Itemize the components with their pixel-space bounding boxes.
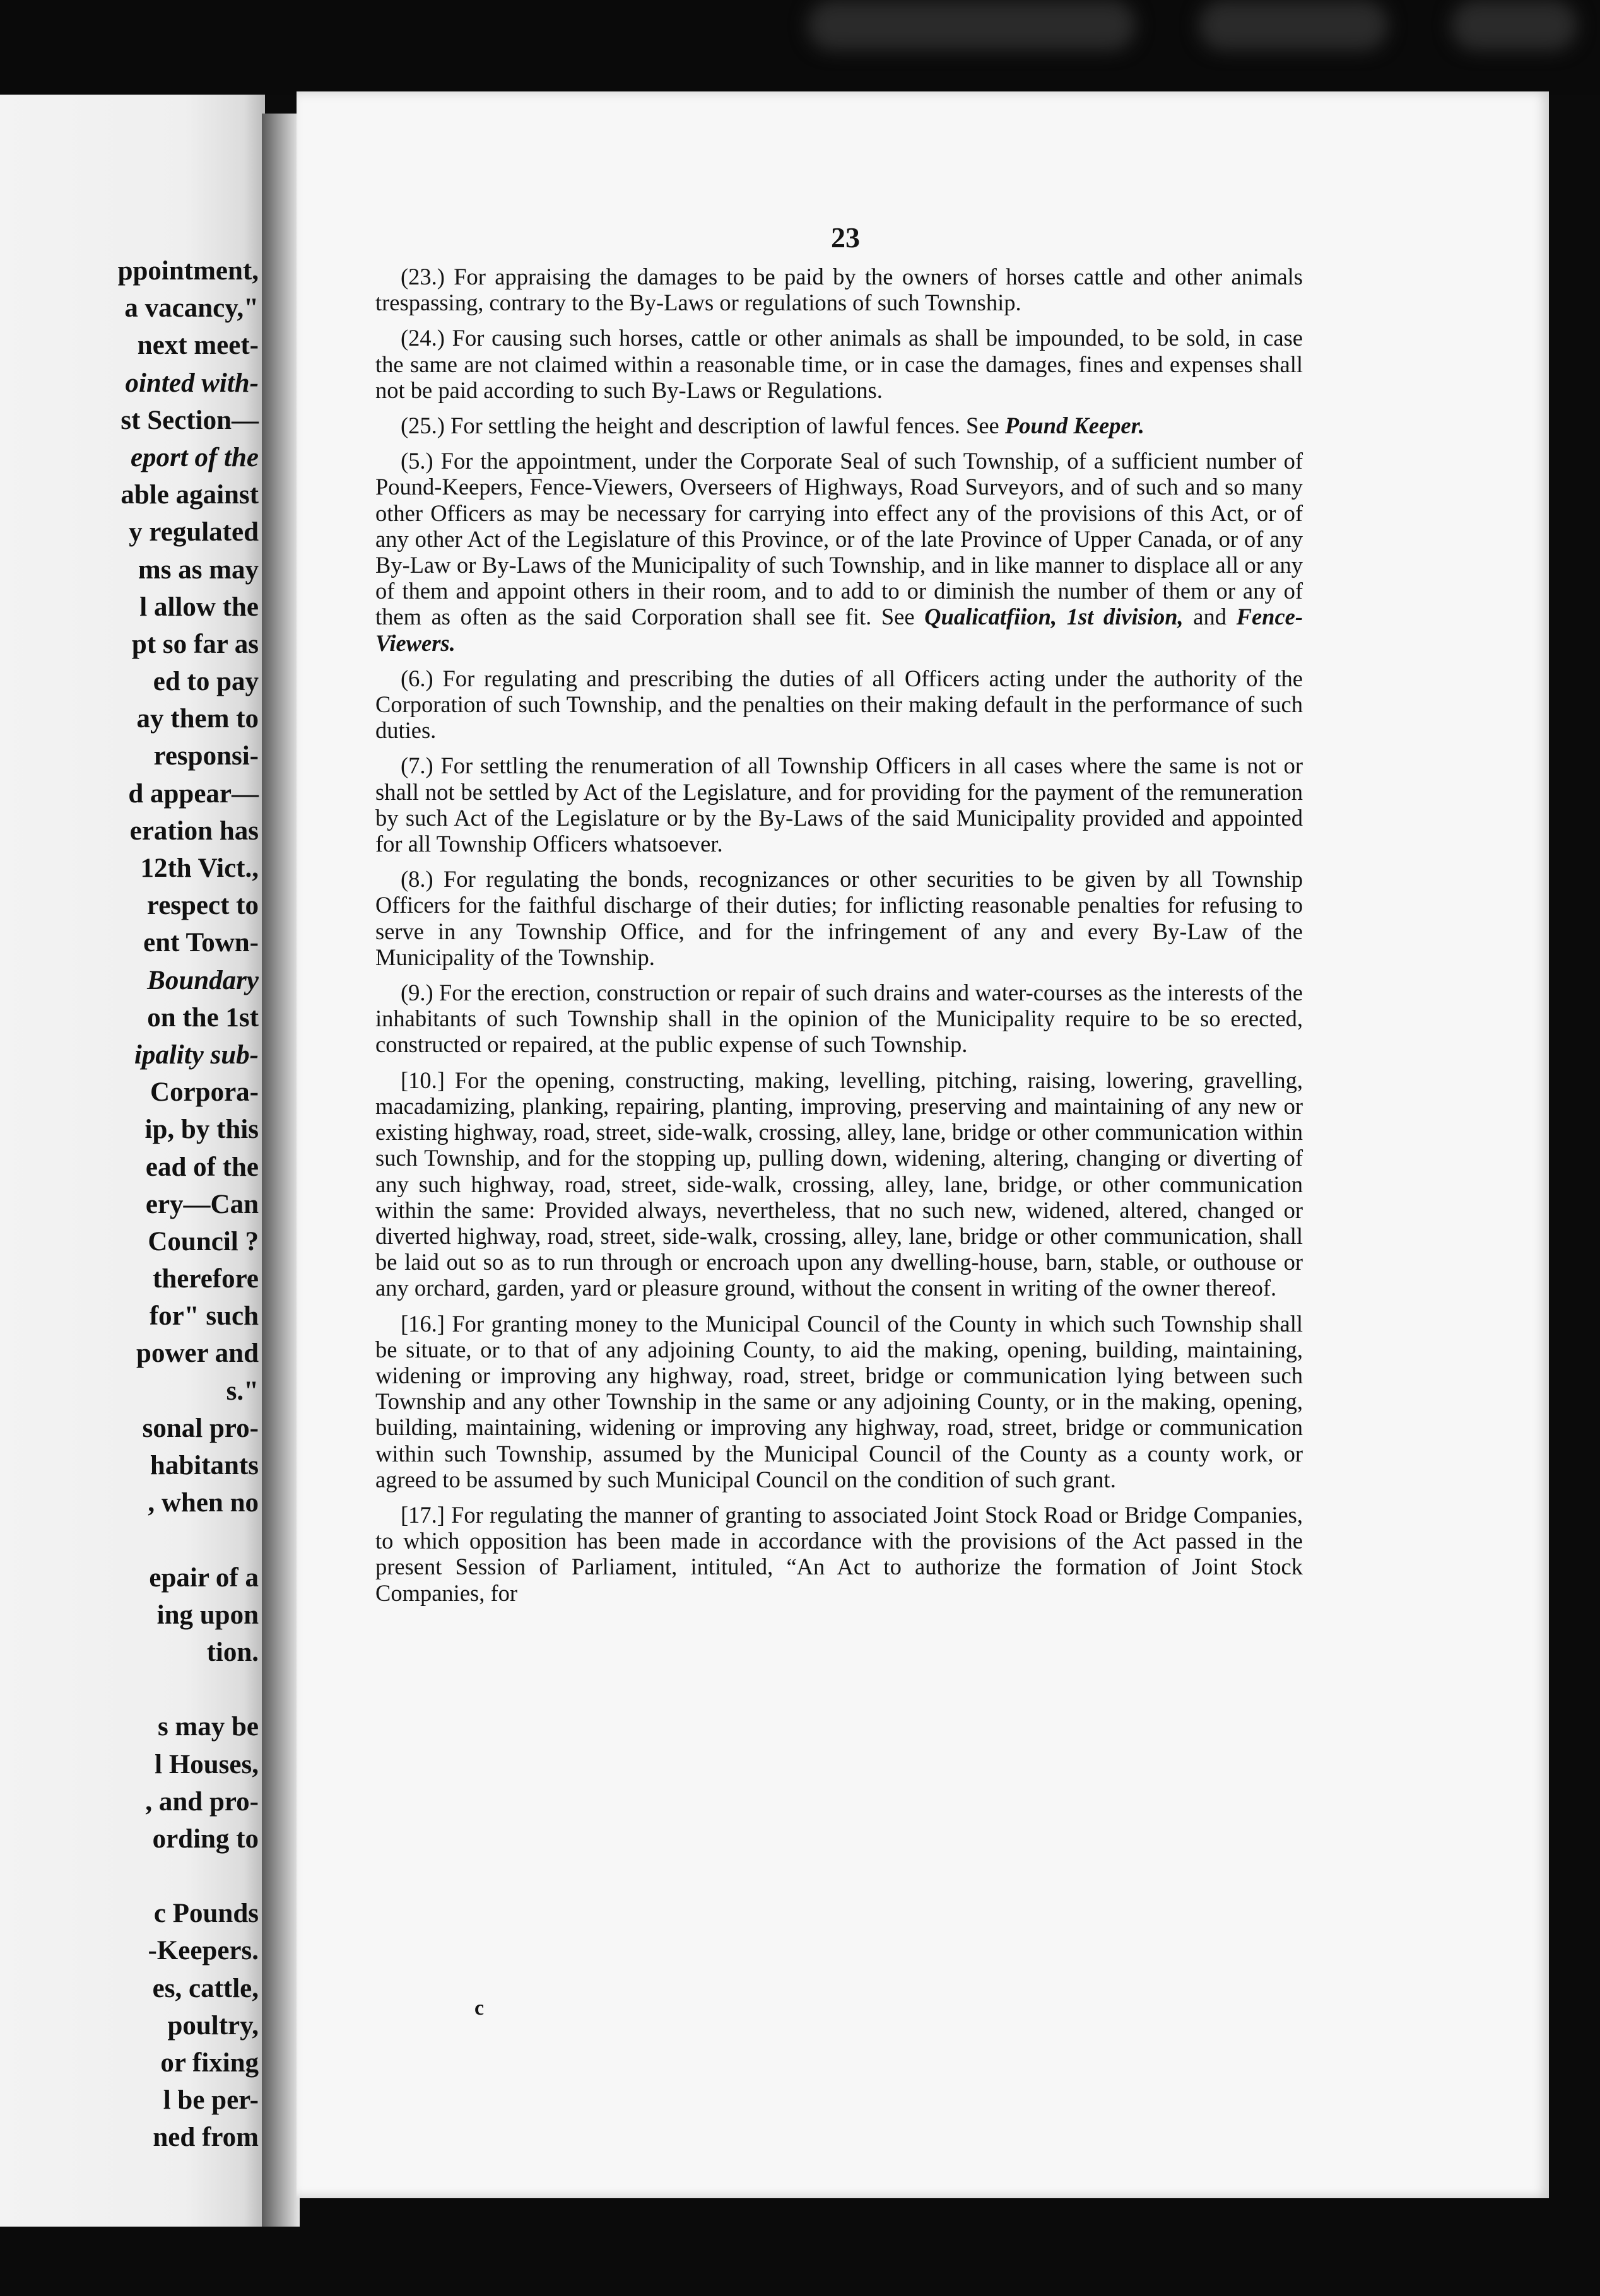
previous-page-line: y regulated	[129, 517, 259, 548]
previous-page-line: next meet-	[137, 331, 259, 361]
previous-page-line: d appear—	[128, 778, 259, 809]
previous-page-line: ead of the	[145, 1152, 259, 1182]
previous-page-line: therefore	[153, 1264, 259, 1294]
previous-page-line: for" such	[149, 1301, 259, 1332]
paragraph-5-text: (5.) For the appointment, under the Corporate Seal of such Township, of a sufficient number of Pound-Keepers, Fence-Viewers, Overseers of Highways, Road Surveyors, and of such and so many other Officers as may be necessary for carrying into effect any of the provisions of this Act, or of any other Act of the Legislature of this Province, or of the late Province of Upper Canada, or of any By-Law or By-Laws of the Municipality of such Township, and in like manner to displace all or any of them and appoint others in their room, and to add to or diminish the number of them or any of them as often as the said Corporation shall see fit. See	[375, 448, 1303, 630]
paragraph-17: [17.] For regulating the manner of granting to associated Joint Stock Road or Bridge Companies, to which opposition has been made in accordance with the provisions of the Act passed in the present Session of Parliament, intituled, “An Act to authorize the formation of Joint Stock Companies, for	[375, 1501, 1303, 1606]
paragraph-24: (24.) For causing such horses, cattle or other animals as shall be impounded, to be sold, in case the same are not claimed within a reasonable time, or in case the damages, fines and expenses shall not be paid according to such By-Laws or Regulations.	[375, 325, 1303, 403]
top-shadow	[808, 0, 1136, 50]
previous-page-text	[0, 252, 259, 2157]
previous-page-line: ing upon	[156, 1600, 259, 1630]
previous-page-line: respect to	[146, 891, 259, 921]
previous-page-line: c Pounds	[153, 1899, 259, 1929]
previous-page-line: ay them to	[136, 704, 259, 734]
paragraph-5	[375, 448, 1303, 656]
previous-page-line: ointed with-	[125, 368, 259, 398]
previous-page-line	[0, 1521, 259, 1559]
previous-page-line: ppointment,	[117, 256, 259, 286]
signature-mark: c	[474, 1996, 485, 2020]
previous-page-line: 12th Vict.,	[140, 853, 259, 883]
paragraph-23: (23.) For appraising the damages to be paid by the owners of horses cattle and other animals trespassing, contrary to the By-Laws or regulations of such Township.	[375, 264, 1303, 316]
previous-page-line	[0, 1858, 259, 1895]
paragraph-25-text: (25.) For settling the height and description of lawful fences. See	[401, 413, 999, 439]
previous-page-line: l allow the	[139, 592, 259, 622]
previous-page-line: Corpora-	[150, 1077, 259, 1108]
paragraph-10: [10.] For the opening, constructing, making, levelling, pitching, raising, lowering, gravelling, macadamizing, planking, repairing, planting, improving, preserving and maintaining of any new or existing highway, road, street, side-walk, crossing, alley, lane, bridge or other communication within such Township, and for the stopping up, pulling down, widening, altering, changing or diverting of any such highway, road, street, side-walk, crossing, alley, lane, bridge, or other communication within the same: Provided always, nevertheless, that no such new, widened, altered, changed or diverted highway, road, street, side-walk, crossing, alley, lane, bridge or other communication, shall be laid out so as to run through or encroach upon any dwelling-house, barn, stable, or outhouse or any orchard, garden, yard or pleasure ground, without the consent in writing of the owner thereof.	[375, 1067, 1303, 1301]
conjunction: and	[1193, 604, 1226, 630]
paragraph-16: [16.] For granting money to the Municipal Council of the County in which such Township shall be situate, or to that of any adjoining County, to aid the making, opening, building, maintaining, widening or improving any highway, road, street, bridge or communication lying between such Township and any other Township in the same or any adjoining County, or in the making, opening, building, maintaining, widening or improving any highway, road, street, bridge or communication within such Township, assumed by the Municipal Council of the County as a county work, or agreed to be assumed by such Municipal Council on the condition of such grant.	[375, 1310, 1303, 1492]
paragraph-9: (9.) For the erection, construction or repair of such drains and water-courses as the interests of the inhabitants of such Township shall in the opinion of the Municipality require to be so erected, constructed or repaired, at the public expense of such Township.	[375, 980, 1303, 1058]
paragraph-25	[375, 413, 1303, 438]
previous-page-line: , when no	[148, 1488, 259, 1518]
previous-page-line: epair of a	[149, 1562, 259, 1593]
paragraph-8: (8.) For regulating the bonds, recognizances or other securities to be given by all Township Officers for the faithful discharge of their duties; for inflicting reasonable penalties for refusing to serve in any Township Office, and for the infringement of any and every By-Law of the Municipality of the Township.	[375, 866, 1303, 970]
previous-page-line: a vacancy,"	[124, 293, 259, 324]
previous-page-line: eport of the	[130, 442, 259, 472]
previous-page-line: ms as may	[138, 554, 259, 585]
previous-page-line: Council ?	[148, 1226, 259, 1256]
top-shadow	[1451, 0, 1577, 50]
previous-page-line: ed to pay	[153, 667, 259, 697]
previous-page-line	[0, 1671, 259, 1708]
previous-page-line: sonal pro-	[142, 1413, 259, 1443]
cross-reference: Fence-Viewers.	[375, 604, 1303, 656]
previous-page-line: or fixing	[160, 2048, 259, 2078]
cross-reference: Pound Keeper.	[1004, 413, 1144, 439]
previous-page-line: tion.	[206, 1637, 259, 1667]
paragraph-7: (7.) For settling the renumeration of all Township Officers in all cases where the same is not or shall not be settled by Act of the Legislature, and for providing for the payment of the remuneration by such Act of the Legislature or by the By-Laws of the said Municipality provided and appointed for all Township Officers whatsoever.	[375, 753, 1303, 857]
previous-page-line: l be per-	[163, 2085, 259, 2116]
book-gutter	[262, 114, 300, 2227]
previous-page-line: s."	[226, 1376, 259, 1406]
previous-page-line: , and pro-	[145, 1786, 259, 1817]
cross-reference: Qualicatfiion, 1st division,	[924, 604, 1184, 630]
previous-page-line: ip, by this	[144, 1115, 259, 1145]
previous-page-line: eration has	[129, 816, 259, 846]
previous-page-line: responsi-	[153, 741, 259, 771]
previous-page-line: st Section—	[121, 405, 259, 435]
previous-page-line: on the 1st	[147, 1002, 259, 1033]
previous-page	[0, 95, 265, 2227]
scanner-bottom-edge	[0, 2227, 1600, 2296]
previous-page-line: poultry,	[167, 2010, 259, 2041]
previous-page-line: pt so far as	[131, 629, 259, 659]
previous-page-line: habitants	[150, 1451, 259, 1480]
previous-page-line: ned from	[153, 2123, 259, 2153]
previous-page-line: able against	[121, 480, 259, 510]
previous-page-line: ipality sub-	[134, 1040, 259, 1070]
previous-page-line: ery—Can	[145, 1189, 259, 1219]
previous-page-line: power and	[136, 1338, 259, 1369]
previous-page-line: s may be	[157, 1712, 259, 1742]
previous-page-line: l Houses,	[155, 1749, 259, 1779]
page-number: 23	[831, 221, 860, 254]
page-body	[375, 264, 1303, 1615]
previous-page-line: ent Town-	[143, 928, 259, 958]
scanner-top-edge	[0, 0, 1600, 95]
paragraph-6: (6.) For regulating and prescribing the duties of all Officers acting under the authority of the Corporation of such Township, and the penalties on their making default in the performance of such duties.	[375, 665, 1303, 744]
previous-page-line: Boundary	[147, 965, 259, 995]
top-shadow	[1199, 0, 1388, 50]
previous-page-line: es, cattle,	[152, 1973, 259, 2003]
previous-page-line: ording to	[152, 1824, 259, 1854]
previous-page-line: -Keepers.	[148, 1936, 259, 1966]
